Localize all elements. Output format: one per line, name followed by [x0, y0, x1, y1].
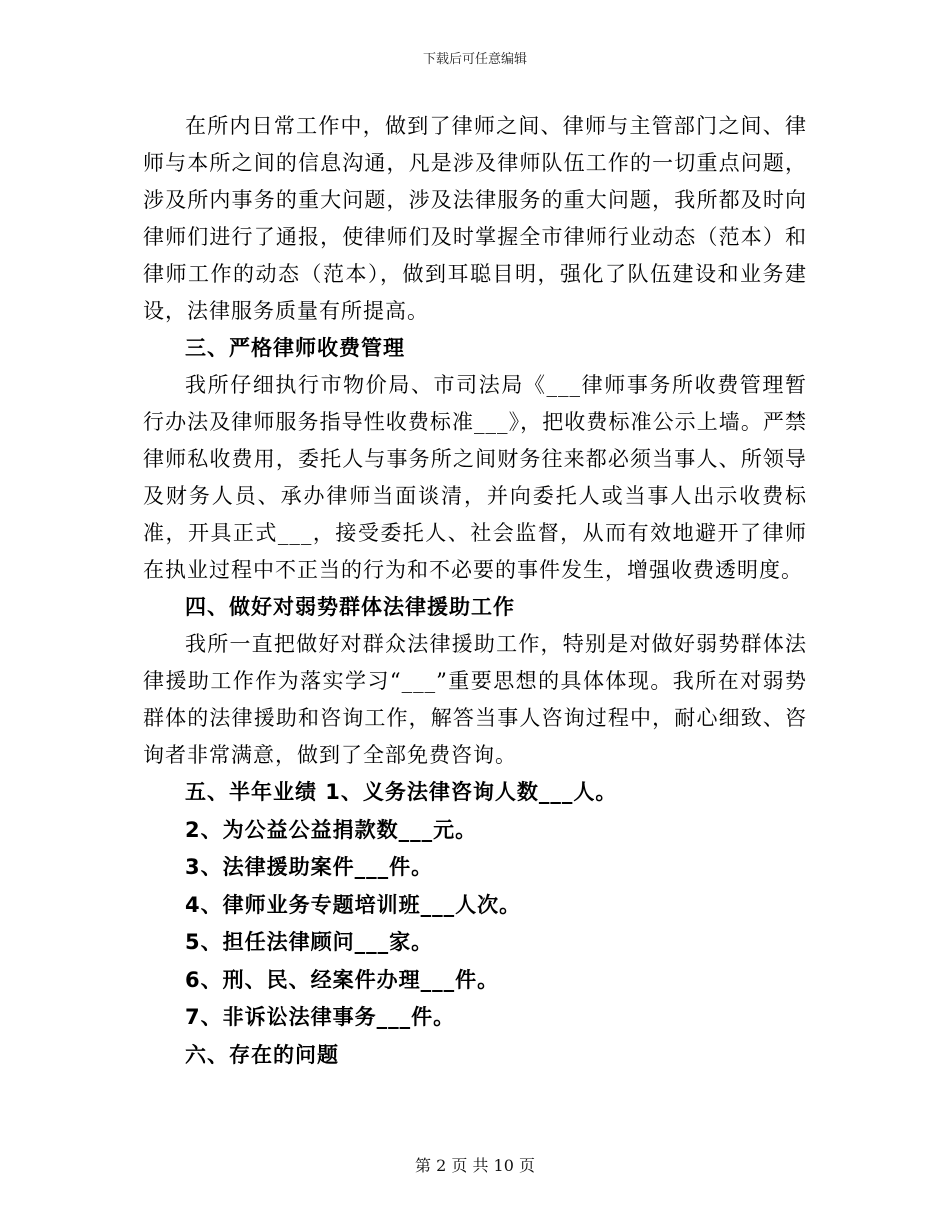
document-body — [143, 108, 807, 1074]
stat-line-aid-cases: 3、法律援助案件___件。 — [185, 855, 434, 879]
section-heading-problems: 六、存在的问题 — [185, 1042, 339, 1067]
stat-line-non-litigation: 7、非诉讼法律事务___件。 — [185, 1005, 456, 1029]
stat-line-case-handling: 6、刑、民、经案件办理___件。 — [185, 967, 500, 992]
paragraph-information-sharing: 在所内日常工作中，做到了律师之间、律师与主管部门之间、律师与本所之间的信息沟通，凡是涉及律师队伍工作的一切重点问题，涉及所内事务的重大问题，涉及法律服务的重大问题，我所都及时向律师们进行了通报，使律师们及时掌握全市律师行业动态（范本）和律师工作的动态（范本），做到耳聪目明，强化了队伍建设和业务建设，法律服务质量有所提高。 — [143, 114, 807, 323]
stat-line-donations: 2、为公益公益捐款数___元。 — [185, 817, 478, 842]
page-number-footer: 第 2 页 共 10 页 — [415, 1156, 535, 1175]
stat-line-counsel: 5、担任法律顾问___家。 — [185, 930, 434, 954]
stat-line-training: 4、律师业务专题培训班___人次。 — [185, 892, 522, 917]
section-heading-legal-aid: 四、做好对弱势群体法律援助工作 — [185, 595, 515, 619]
section-heading-fee-management: 三、严格律师收费管理 — [185, 336, 405, 360]
paragraph-legal-aid: 我所一直把做好对群众法律援助工作，特别是对做好弱势群体法律援助工作作为落实学习“___”重要思想的具体体现。我所在对弱势群体的法律援助和咨询工作，解答当事人咨询过程中，耐心细致、咨询者非常满意，做到了全部免费咨询。 — [143, 632, 807, 767]
paragraph-fee-management: 我所仔细执行市物价局、市司法局《___律师事务所收费管理暂行办法及律师服务指导性收费标准___》，把收费标准公示上墙。严禁律师私收费用，委托人与事务所之间财务往来都必须当事人、所领导及财务人员、承办律师当面谈清，并向委托人或当事人出示收费标准，开具正式___，接受委托人、社会监督，从而有效地避开了律师在执业过程中不正当的行为和不必要的事件发生，增强收费透明度。 — [143, 373, 807, 582]
page-header-note: 下载后可任意编辑 — [422, 52, 527, 67]
stat-line-consultations: 五、半年业绩 1、义务法律咨询人数___人。 — [185, 780, 618, 804]
